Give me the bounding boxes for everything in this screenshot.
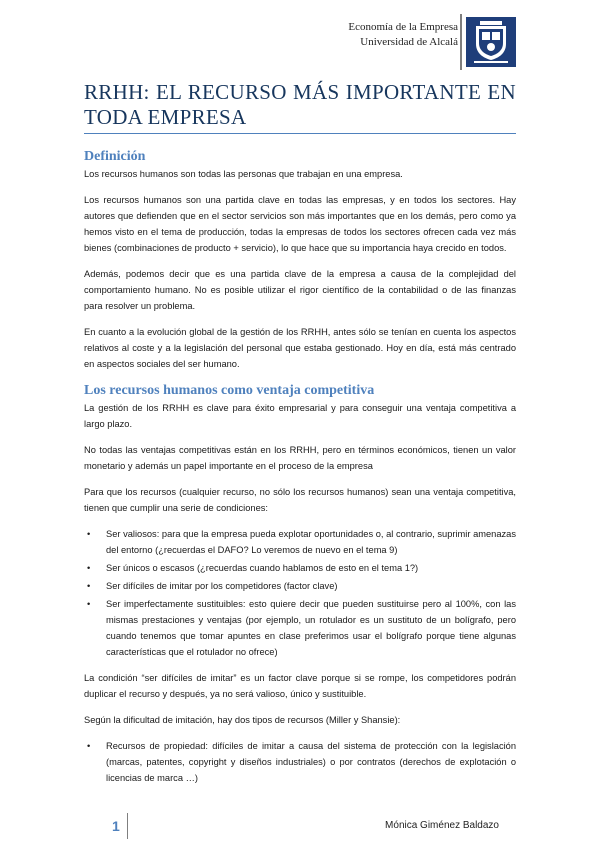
- crest-icon: [466, 17, 516, 67]
- conditions-list: [84, 526, 516, 660]
- document-body: [84, 148, 516, 796]
- page-header: [348, 20, 458, 50]
- university-crest-logo: [466, 17, 516, 67]
- paragraph: No todas las ventajas competitivas están en los RRHH, pero en términos económicos, tienen un valor monetario y además un papel importante en el proceso de la empresa: [84, 445, 516, 471]
- document-title: RRHH: EL RECURSO MÁS IMPORTANTE EN TODA EMPRESA: [84, 80, 516, 129]
- paragraph: Según la dificultad de imitación, hay dos tipos de recursos (Miller y Shansie):: [84, 715, 401, 725]
- heading-ventaja-competitiva: Los recursos humanos como ventaja competitiva: [84, 383, 375, 398]
- resource-types-list: [84, 738, 516, 786]
- paragraph: Los recursos humanos son todas las personas que trabajan en una empresa.: [84, 169, 403, 179]
- paragraph: En cuanto a la evolución global de la gestión de los RRHH, antes sólo se tenían en cuenta los aspectos relativos al coste y a la legislación del personal que estaba gestionado. Hoy en día, está más centrado en aspectos sociales del ser humano.: [84, 327, 516, 369]
- paragraph: La gestión de los RRHH es clave para éxito empresarial y para conseguir una ventaja competitiva a largo plazo.: [84, 403, 516, 429]
- paragraph: Los recursos humanos son una partida clave en todas las empresas, y en todos los sectores. Hay autores que defienden que en el sector servicios son más importantes que en los demás, pero como ya hemos visto en el tema de producción, todas la empresas de todos los sectores ofrecen cada vez más bienes (combinaciones de producto + servicio), lo que hace que su importancia haya crecido en todos.: [84, 195, 516, 253]
- list-item: • Ser difíciles de imitar por los competidores (factor clave): [84, 578, 516, 594]
- footer-divider: [127, 813, 128, 839]
- header-divider: [460, 14, 462, 70]
- list-item: • Recursos de propiedad: difíciles de imitar a causa del sistema de protección con la legislación (marcas, patentes, copyright y diseños industriales) o por contratos (derechos de explotación o licencias de marca …): [84, 738, 516, 786]
- bullet-icon: •: [87, 529, 91, 539]
- paragraph: Para que los recursos (cualquier recurso, no sólo los recursos humanos) sean una ventaja competitiva, tienen que cumplir una serie de condiciones:: [84, 487, 516, 513]
- list-item: • Ser valiosos: para que la empresa pueda explotar oportunidades o, al contrario, suprimir amenazas del entorno (¿recuerdas el DAFO? Lo veremos de nuevo en el tema 9): [84, 526, 516, 558]
- paragraph: La condición “ser difíciles de imitar” es un factor clave porque si se rompe, los competidores podrán duplicar el recurso y después, ya no será valioso, único y sustituible.: [84, 673, 516, 699]
- bullet-icon: •: [87, 563, 91, 573]
- bullet-icon: •: [87, 741, 91, 751]
- bullet-icon: •: [87, 599, 91, 609]
- list-item: • Ser imperfectamente sustituibles: esto quiere decir que pueden sustituirse pero al 100%, con las mismas prestaciones y ventajas (por ejemplo, un rotulador es un sustituto de un bolígrafo, pero cuando tenemos que tomar apuntes en clase preferimos usar el bolígrafo porque tiene algunas características que el rotulador no ofrece): [84, 596, 516, 660]
- header-university: Universidad de Alcalá: [360, 36, 458, 48]
- title-underline: [84, 133, 516, 134]
- bullet-icon: •: [87, 581, 91, 591]
- header-subject: Economía de la Empresa: [348, 21, 458, 33]
- heading-definicion: Definición: [84, 149, 146, 164]
- paragraph: Además, podemos decir que es una partida clave de la empresa a causa de la complejidad del comportamiento humano. No es posible utilizar el rigor científico de la contabilidad o de las finanzas para resolver un problema.: [84, 269, 516, 311]
- footer-author: Mónica Giménez Baldazo: [385, 820, 499, 831]
- page-number: 1: [112, 818, 120, 834]
- list-item: • Ser únicos o escasos (¿recuerdas cuando hablamos de esto en el tema 1?): [84, 560, 516, 576]
